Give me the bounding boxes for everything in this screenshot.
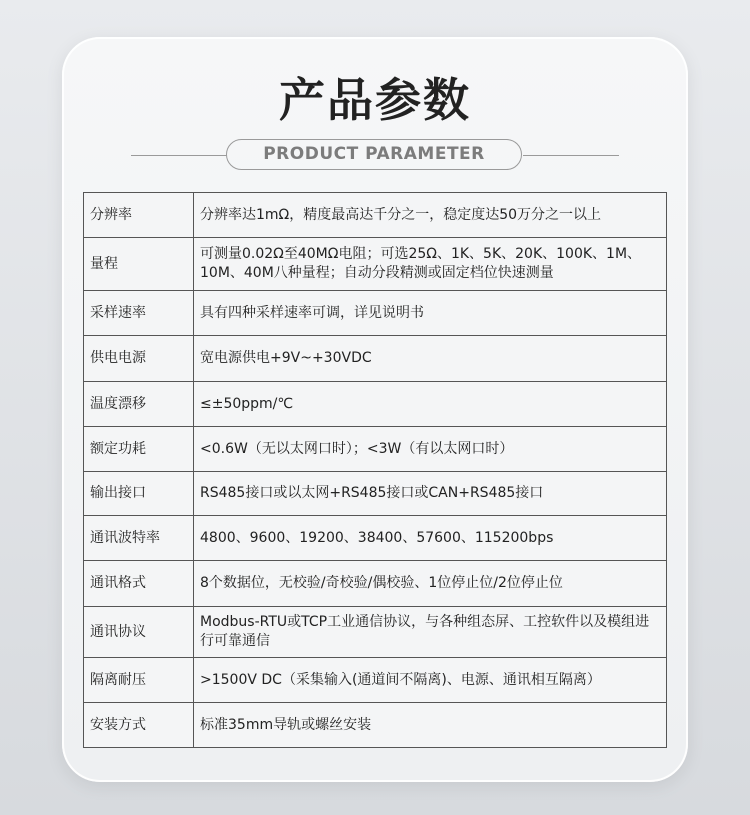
table-row [84,193,667,238]
param-label: 输出接口 [84,472,194,516]
param-label: 量程 [84,238,194,291]
param-value: 具有四种采样速率可调，详见说明书 [194,291,667,336]
param-value: 8个数据位，无校验/奇校验/偶校验、1位停止位/2位停止位 [194,561,667,607]
table-row [84,336,667,382]
page-subtitle: PRODUCT PARAMETER [226,139,522,170]
param-value: <0.6W（无以太网口时）；<3W（有以太网口时） [194,427,667,472]
table-row [84,472,667,516]
param-value: Modbus-RTU或TCP工业通信协议，与各种组态屏、工控软件以及模组进行可靠通信 [194,607,667,658]
param-value: 4800、9600、19200、38400、57600、115200bps [194,516,667,561]
parameter-table [83,192,667,748]
table-row [84,703,667,748]
param-label: 额定功耗 [84,427,194,472]
param-value: RS485接口或以太网+RS485接口或CAN+RS485接口 [194,472,667,516]
param-value: >1500V DC（采集输入(通道间不隔离)、电源、通讯相互隔离） [194,658,667,703]
param-label: 通讯格式 [84,561,194,607]
param-value: ≤±50ppm/℃ [194,382,667,427]
param-label: 温度漂移 [84,382,194,427]
param-label: 通讯协议 [84,607,194,658]
param-value: 分辨率达1mΩ，精度最高达千分之一，稳定度达50万分之一以上 [194,193,667,238]
table-row [84,382,667,427]
param-label: 隔离耐压 [84,658,194,703]
table-row [84,607,667,658]
param-label: 分辨率 [84,193,194,238]
table-row [84,291,667,336]
page-title: 产品参数 [279,73,471,127]
param-value: 可测量0.02Ω至40MΩ电阻；可选25Ω、1K、5K、20K、100K、1M、10M、40M八种量程；自动分段精测或固定档位快速测量 [194,238,667,291]
param-label: 通讯波特率 [84,516,194,561]
param-label: 供电电源 [84,336,194,382]
table-row [84,427,667,472]
param-value: 标准35mm导轨或螺丝安装 [194,703,667,748]
table-row [84,516,667,561]
param-label: 采样速率 [84,291,194,336]
subtitle-divider-right [523,155,619,156]
table-row [84,238,667,291]
table-row [84,561,667,607]
subtitle-divider-left [131,155,227,156]
param-value: 宽电源供电+9V~+30VDC [194,336,667,382]
table-row [84,658,667,703]
param-label: 安装方式 [84,703,194,748]
